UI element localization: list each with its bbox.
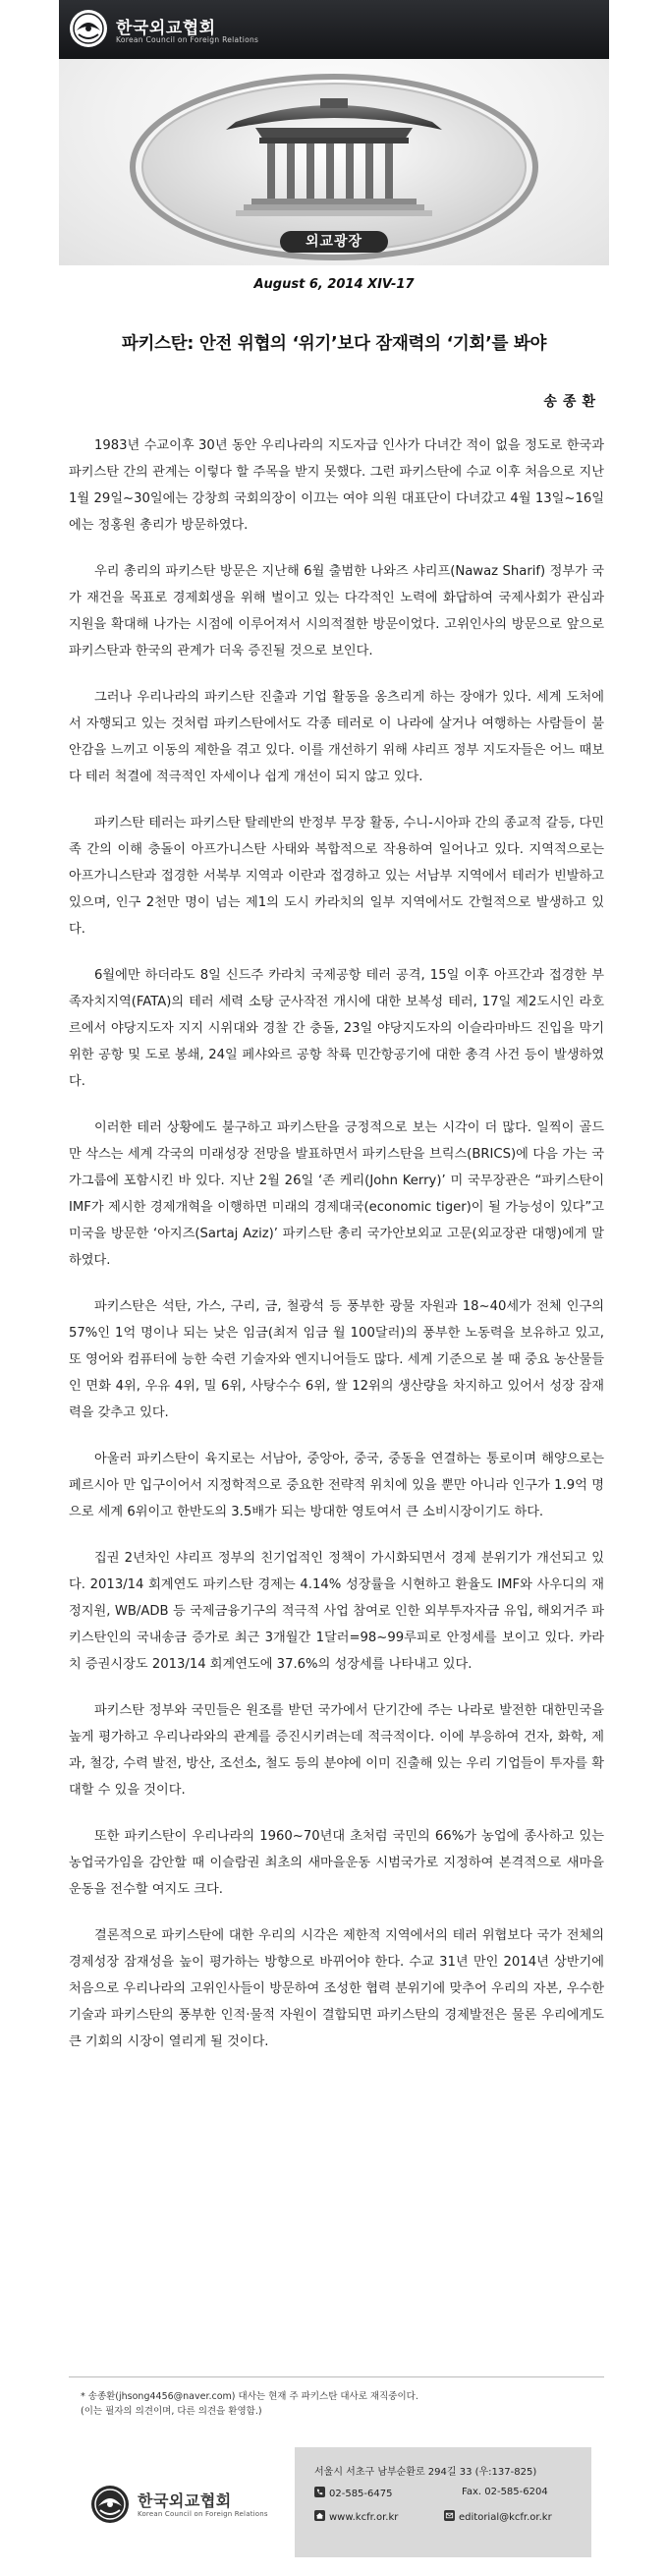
contact-box: [295, 2447, 591, 2557]
contact-phone: 02-585-6475: [329, 2489, 393, 2499]
home-icon: [314, 2510, 325, 2521]
footer-org-name: 한국외교협회: [138, 2491, 232, 2510]
article-body: [69, 432, 604, 2075]
article-paragraph: 또한 파키스탄이 우리나라의 1960~70년대 초처럼 국민의 66%가 농업에 종사하고 있는 농업국가임을 감안할 때 이슬람권 최초의 새마을운동 시범국가로 지정하여 본격적으로 새마을운동을 전수할 여지도 크다.: [69, 1829, 604, 1897]
contact-website-link[interactable]: www.kcfr.or.kr: [329, 2512, 399, 2523]
footnote-line: (이는 필자의 의견이며, 다른 의견을 환영함.): [81, 2406, 262, 2417]
contact-email-row: [444, 2510, 552, 2523]
article-paragraph: 파키스탄 정부와 국민들은 원조를 받던 국가에서 단기간에 주는 나라로 발전한 대한민국을 높게 평가하고 우리나라와의 관계를 증진시키려는데 적극적이다. 이에 부응하여 건자, 화학, 제과, 철강, 수력 발전, 방산, 조선소, 철도 등의 분야에 이미 진출해 있는 우리 기업들이 투자를 확대할 수 있을 것이다.: [69, 1703, 604, 1798]
emblem-banner: [59, 59, 609, 265]
footer-org-name-en: Korean Council on Foreign Relations: [138, 2510, 268, 2518]
contact-phone-row: [314, 2487, 392, 2499]
article-paragraph: 6월에만 하더라도 8일 신드주 카라치 국제공항 테러 공격, 15일 이후 아프간과 접경한 부족자치지역(FATA)의 테러 세력 소탕 군사작전 개시에 대한 보복성 테러, 17일 제2도시인 라호르에서 야당지도자 지지 시위대와 경찰 간 충돌, 23일 야당지도자의 이슬라마바드 진입을 막기 위한 공항 및 도로 봉쇄, 24일 페샤와르 공항 착륙 민간항공기에 대한 총격 사건 등이 발생하였다.: [69, 968, 604, 1089]
emblem-label: 외교광장: [280, 231, 388, 253]
article-paragraph: 1983년 수교이후 30년 동안 우리나라의 지도자급 인사가 다녀간 적이 없을 정도로 한국과 파키스탄 간의 관계는 이렇다 할 주목을 받지 못했다. 그런 파키스탄에 수교 이후 처음으로 지난 1월 29일~30일에는 강창희 국회의장이 이끄는 여야 의원 대표단이 다녀갔고 4월 13일~16일에는 정홍원 총리가 방문하였다.: [69, 438, 604, 533]
article-paragraph: 결론적으로 파키스탄에 대한 우리의 시각은 제한적 지역에서의 테러 위협보다 국가 전체의 경제성장 잠재성을 높이 평가하는 방향으로 바뀌어야 한다. 수교 31년 만인 2014년 상반기에 처음으로 우리나라의 고위인사들이 방문하여 조성한 협력 분위기에 맞추어 우리의 자본, 우수한 기술과 파키스탄의 풍부한 인적·물적 자원이 결합되면 파키스탄의 경제발전은 물론 우리에게도 큰 기회의 시장이 열리게 될 것이다.: [69, 1928, 604, 2049]
issue-dateline: August 6, 2014 XIV-17: [253, 277, 415, 292]
org-name-en: Korean Council on Foreign Relations: [116, 35, 259, 44]
header-bar: [59, 0, 609, 59]
article-paragraph: 그러나 우리나라의 파키스탄 진출과 기업 활동을 옹츠리게 하는 장애가 있다. 세계 도처에서 자행되고 있는 것처럼 파키스탄에서도 각종 테러로 이 나라에 살거나 여행하는 사람들이 불안감을 느끼고 이동의 제한을 겪고 있다. 이를 개선하기 위해 샤리프 정부 지도자들은 어느 때보다 테러 척결에 적극적인 자세이나 쉽게 개선이 되지 않고 있다.: [69, 690, 604, 784]
contact-web-row: [314, 2510, 398, 2523]
article-paragraph: 파키스탄 테러는 파키스탄 탈레반의 반정부 무장 활동, 수니-시아파 간의 종교적 갈등, 다민족 간의 이해 충돌이 아프가니스탄 사태와 복합적으로 작용하여 일어나고 있다. 지역적으로는 아프가니스탄과 접경한 서북부 지역과 이란과 접경하고 있는 서남부 지역에서 테러가 빈발하고 있으며, 인구 2천만 명이 넘는 제1의 도시 카라치의 일부 지역에서도 간헐적으로 발생하고 있다.: [69, 816, 604, 937]
footer-logo-icon: [90, 2485, 130, 2524]
article-paragraph: 파키스탄은 석탄, 가스, 구리, 금, 철광석 등 풍부한 광물 자원과 18~40세가 전체 인구의 57%인 1억 명이나 되는 낮은 임금(최저 임금 월 100달러)의 풍부한 노동력을 보유하고 있고, 또 영어와 컴퓨터에 능한 숙련 기술자와 엔지니어들도 많다. 세계 기준으로 볼 때 중요 농산물들인 면화 4위, 우유 4위, 밀 6위, 사탕수수 6위, 쌀 12위의 생산량을 차지하고 있어서 성장 잠재력을 갖추고 있다.: [69, 1299, 604, 1420]
article-author: 송종환: [543, 394, 601, 410]
org-name: 한국외교협회: [116, 19, 216, 38]
mail-icon: [444, 2510, 455, 2521]
article-paragraph: 이러한 테러 상황에도 불구하고 파키스탄을 긍정적으로 보는 시각이 더 많다. 일찍이 골드만 삭스는 세계 각국의 미래성장 전망을 발표하면서 파키스탄을 브릭스(BRICS)에 다음 가는 국가그룹에 포함시킨 바 있다. 지난 2월 26일 ‘존 케리(John Kerry)’ 미 국무장관은 “파키스탄이 IMF가 제시한 경제개혁을 이행하면 미래의 경제대국(economic tiger)이 될 가능성이 있다”고 미국을 방문한 ‘아지즈(Sartaj Aziz)’ 파키스탄 총리 국가안보외교 고문(외교장관 대행)에게 말하였다.: [69, 1120, 604, 1268]
article-paragraph: 아울러 파키스탄이 육지로는 서남아, 중앙아, 중국, 중동을 연결하는 통로이며 해양으로는 페르시아 만 입구이어서 지정학적으로 중요한 전략적 위치에 있을 뿐만 아니라 인구가 1.9억 명으로 세계 6위이고 한반도의 3.5배가 되는 방대한 영토여서 큰 소비시장이기도 하다.: [69, 1452, 604, 1519]
article-paragraph: 우리 총리의 파키스탄 방문은 지난해 6월 출범한 나와즈 샤리프(Nawaz Sharif) 정부가 국가 재건을 목표로 경제회생을 위해 벌이고 있는 다각적인 노력에 화답하여 국제사회가 관심과 지원을 확대해 나가는 시점에 이루어져서 시의적절한 방문이었다. 고위인사의 방문으로 앞으로 파키스탄과 한국의 관계가 더욱 증진될 것으로 보인다.: [69, 564, 604, 658]
phone-icon: [314, 2487, 325, 2497]
contact-address: 서울시 서초구 남부순환로 294길 33 (우:137-825): [314, 2467, 537, 2478]
article-title: 파키스탄: 안전 위협의 ‘위기’보다 잠재력의 ‘기회’를 봐야: [121, 334, 547, 354]
org-logo-icon: [69, 9, 108, 48]
contact-email-link[interactable]: editorial@kcfr.or.kr: [459, 2512, 552, 2523]
footnote-line: * 송종환(jhsong4456@naver.com) 대사는 현재 주 파키스탄 대사로 재직중이다.: [81, 2391, 418, 2402]
article-paragraph: 집권 2년차인 샤리프 정부의 친기업적인 정책이 가시화되면서 경제 분위기가 개선되고 있다. 2013/14 회계연도 파키스탄 경제는 4.14% 성장률을 시현하고 환율도 IMF와 사우디의 재정지원, WB/ADB 등 국제금융기구의 적극적 사업 참여로 인한 외부투자자금 유입, 해외거주 파키스탄인의 국내송금 증가로 최근 3개월간 1달러=98~99루피로 안정세를 보이고 있다. 카라치 증권시장도 2013/14 회계연도에 37.6%의 성장세를 나타내고 있다.: [69, 1551, 604, 1672]
footnote-divider: [69, 2376, 604, 2377]
author-footnote: [81, 2389, 418, 2419]
contact-fax: Fax. 02-585-6204: [462, 2487, 548, 2497]
